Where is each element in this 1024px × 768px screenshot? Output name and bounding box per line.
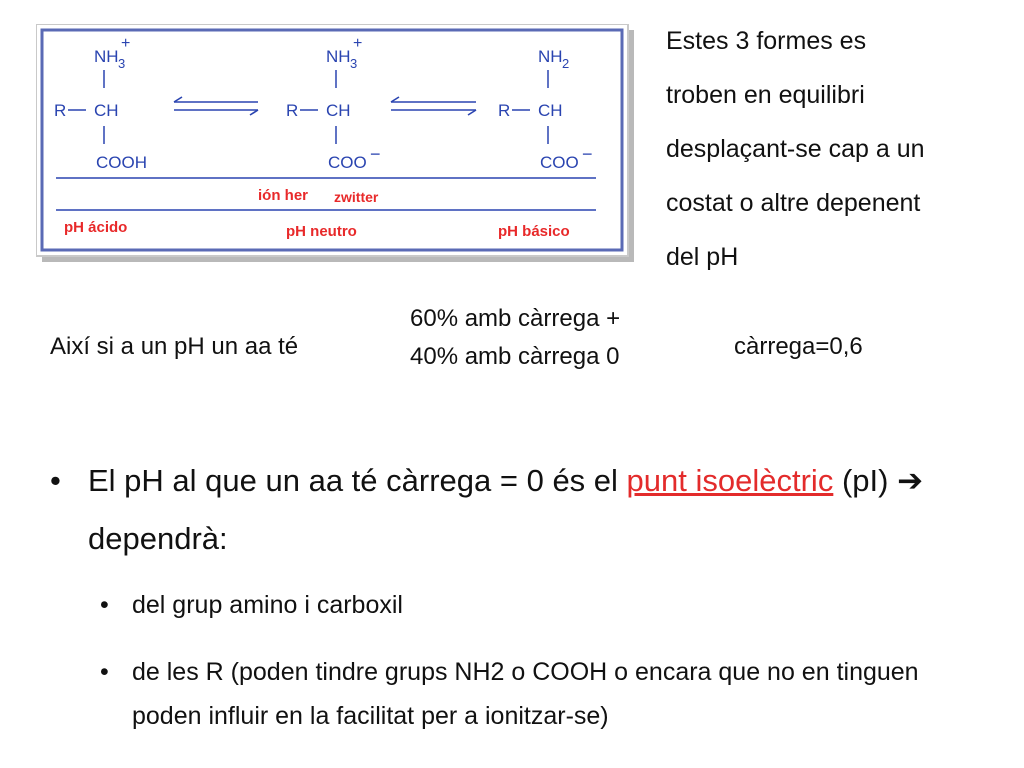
structure-acid-charge: −: [370, 144, 381, 164]
structure-r-group: R: [498, 101, 511, 120]
example-result: càrrega=0,6: [734, 333, 863, 360]
label-zwitter: zwitter: [334, 189, 379, 205]
structure-amino-subscript: 2: [562, 56, 570, 71]
structure-r-group: R: [54, 101, 67, 120]
structure-acid-group: COO: [540, 153, 579, 172]
sub-bullet-text: de les R (poden tindre grups NH2 o COOH o encara que no en tinguen poden influir en la facilitat per a ionitzar-se): [132, 658, 919, 730]
label-ph-acid: pH ácido: [64, 219, 128, 236]
structure-amino-group: NH: [538, 47, 563, 66]
label-ph-basic: pH básico: [498, 223, 570, 240]
structure-acid-group: COOH: [96, 153, 147, 172]
structure-amino-group: NH: [326, 47, 351, 66]
structure-ch-group: CH: [538, 101, 563, 120]
structure-amino-group: NH: [94, 47, 119, 66]
structure-ch-group: CH: [326, 101, 351, 120]
sub-bullet-text: del grup amino i carboxil: [132, 591, 403, 619]
bullet-dot: •: [100, 591, 109, 619]
arrow-right-icon: ➔: [897, 463, 924, 498]
structure-amino-charge: +: [121, 35, 131, 52]
side-note-line: del pH: [666, 243, 739, 271]
main-bullet-pi: (pI): [833, 463, 898, 498]
side-note-line: desplaçant-se cap a un: [666, 135, 925, 163]
example-line-2: 40% amb càrrega 0: [410, 343, 620, 370]
label-ion: ión her: [258, 187, 309, 204]
side-note-line: costat o altre depenent: [666, 189, 921, 217]
example-percentages: [410, 300, 620, 376]
side-note: [666, 14, 1006, 284]
bullet-dot: •: [50, 463, 61, 498]
example-line-1: 60% amb càrrega +: [410, 305, 621, 332]
structure-acid-group: COO: [328, 153, 367, 172]
isoelectric-point-term: punt isoelèctric: [626, 463, 834, 498]
structure-acid-charge: −: [582, 144, 593, 164]
zwitterion-figure: [36, 24, 636, 264]
structure-ch-group: CH: [94, 101, 119, 120]
side-note-line: Estes 3 formes es: [666, 27, 867, 55]
side-note-line: troben en equilibri: [666, 81, 865, 109]
structure-r-group: R: [286, 101, 299, 120]
main-bullet-end: dependrà:: [88, 521, 228, 556]
main-bullet-lead: El pH al que un aa té càrrega = 0 és el: [88, 463, 627, 498]
label-ph-neutral: pH neutro: [286, 223, 357, 240]
bullet-dot: •: [100, 658, 109, 686]
structure-amino-subscript: 3: [118, 56, 126, 71]
structure-amino-subscript: 3: [350, 56, 358, 71]
main-bullet-text: [88, 452, 988, 568]
example-lead: Així si a un pH un aa té: [50, 333, 299, 360]
structure-amino-charge: +: [353, 35, 363, 52]
